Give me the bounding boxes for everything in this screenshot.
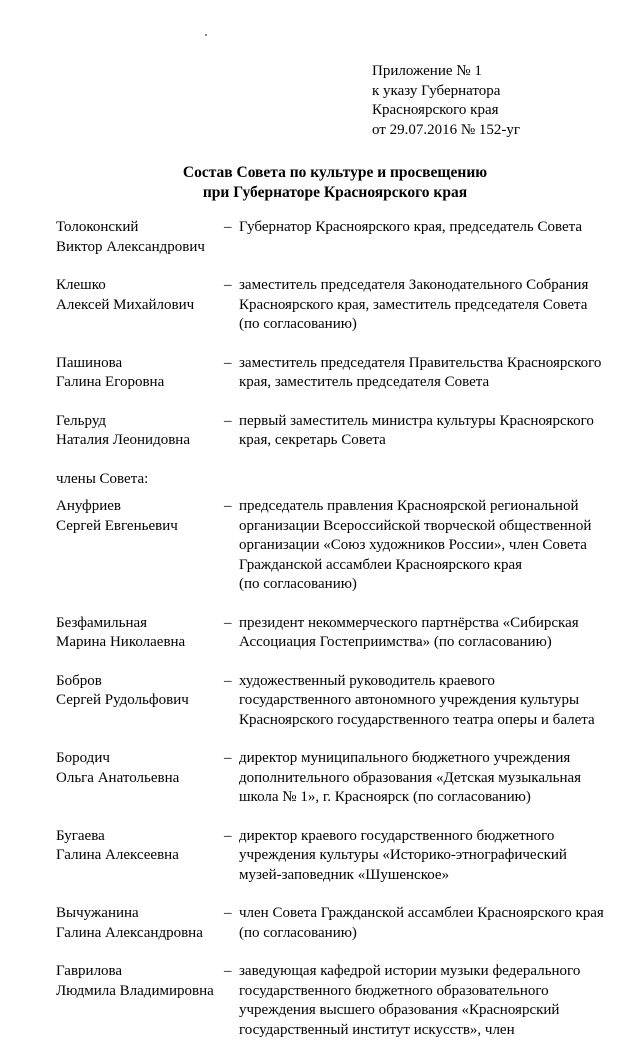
member-surname: Гельруд (56, 412, 107, 429)
member-surname: Безфамильная (56, 614, 148, 631)
role-line: член Совета Гражданской ассамблеи Красноярского края (239, 905, 604, 921)
member-row (56, 412, 616, 451)
member-surname: Пашинова (56, 354, 123, 371)
member-role (239, 497, 616, 595)
member-role (239, 412, 616, 451)
member-row (56, 497, 616, 595)
role-line: директор краевого государственного бюджетного (239, 827, 555, 844)
member-row (56, 749, 616, 808)
role-line: учреждения культуры «Историко-этнографический (239, 847, 567, 863)
member-row (56, 672, 616, 731)
role-line: организации Всероссийской творческой общественной (239, 517, 592, 534)
dash-separator: – (224, 498, 232, 514)
member-given-names: Виктор Александрович (56, 238, 205, 255)
role-line: музей-заповедник «Шушенское» (239, 866, 450, 883)
role-line: организации «Союз художников России», член Совета (239, 537, 587, 553)
role-line: (по согласованию) (239, 576, 357, 592)
member-row (56, 827, 616, 886)
member-given-names: Галина Алексеевна (56, 847, 179, 863)
member-given-names: Ольга Анатольевна (56, 769, 180, 786)
member-surname: Бородич (56, 750, 110, 766)
appendix-block (372, 62, 520, 140)
member-name (56, 218, 224, 257)
role-line: школа № 1», г. Красноярск (по согласованию) (239, 789, 531, 805)
member-given-names: Людмила Владимировна (56, 982, 214, 999)
member-row (56, 218, 616, 257)
title-line: Состав Совета по культуре и просвещению (182, 164, 488, 181)
member-row (56, 962, 616, 1040)
member-given-names: Сергей Евгеньевич (56, 517, 178, 534)
member-role (239, 749, 616, 808)
council-list (56, 218, 616, 1059)
member-name (56, 749, 224, 808)
dash-separator: – (224, 614, 232, 631)
member-role (239, 962, 616, 1040)
members-header: члены Совета: (56, 470, 149, 487)
role-line: дополнительного образования «Детская музыкальная (239, 769, 582, 786)
role-line: Губернатор Красноярского края, председатель Совета (239, 219, 583, 235)
role-line: (по согласованию) (239, 924, 357, 941)
member-name (56, 614, 224, 653)
dash-separator: – (224, 750, 232, 766)
role-line: учреждения высшего образования «Красноярский (239, 1002, 560, 1018)
role-line: Красноярского государственного театра оперы и балета (239, 711, 595, 728)
member-surname: Вычужанина (56, 905, 139, 921)
member-role (239, 354, 616, 393)
role-line: (по согласованию) (239, 316, 357, 332)
member-role (239, 218, 616, 257)
appendix-line: Приложение № 1 (372, 63, 482, 79)
member-given-names: Марина Николаевна (56, 634, 186, 650)
member-name (56, 497, 224, 595)
role-line: председатель правления Красноярской региональной (239, 498, 579, 514)
role-line: края, секретарь Совета (239, 432, 386, 448)
member-given-names: Сергей Рудольфович (56, 692, 189, 708)
dash-separator: – (224, 827, 232, 844)
appendix-line: к указу Губернатора (372, 82, 501, 99)
member-role (239, 614, 616, 653)
member-name (56, 354, 224, 393)
document-title (0, 163, 640, 202)
role-line: государственного автономного учреждения культуры (239, 692, 580, 708)
dash-separator: – (224, 219, 232, 235)
member-name (56, 904, 224, 943)
member-name (56, 827, 224, 886)
member-surname: Бугаева (56, 827, 105, 844)
member-surname: Ануфриев (56, 498, 121, 514)
member-role (239, 672, 616, 731)
dash-separator: – (224, 277, 232, 293)
appendix-line: от 29.07.2016 № 152-уг (372, 121, 521, 138)
role-line: государственного бюджетного образовательного (239, 982, 549, 999)
dash-separator: – (224, 672, 232, 689)
role-line: Красноярского края, заместитель председателя Совета (239, 296, 588, 313)
member-role (239, 276, 616, 335)
role-line: заместитель председателя Правительства Красноярского (239, 354, 602, 371)
dash-separator: – (224, 905, 232, 921)
scan-dot (205, 34, 207, 36)
member-name (56, 962, 224, 1040)
title-line: при Губернаторе Красноярского края (202, 183, 468, 201)
appendix-line: Красноярского края (372, 102, 499, 118)
member-surname: Клешко (56, 277, 106, 293)
role-line: Гражданской ассамблеи Красноярского края (239, 556, 523, 573)
dash-separator: – (224, 963, 232, 979)
role-line: государственный институт искусств», член (239, 1021, 515, 1038)
member-row (56, 276, 616, 335)
role-line: Ассоциация Гостеприимства» (по согласованию) (239, 634, 552, 650)
member-row (56, 614, 616, 653)
member-given-names: Галина Александровна (56, 924, 203, 941)
member-name (56, 672, 224, 731)
member-row (56, 904, 616, 943)
member-role (239, 827, 616, 886)
role-line: президент некоммерческого партнёрства «Сибирская (239, 614, 579, 631)
dash-separator: – (224, 412, 232, 429)
role-line: края, заместитель председателя Совета (239, 374, 490, 390)
role-line: директор муниципального бюджетного учреждения (239, 750, 571, 766)
role-line: художественный руководитель краевого (239, 672, 495, 689)
member-surname: Толоконский (56, 219, 139, 235)
member-surname: Гаврилова (56, 963, 123, 979)
member-given-names: Алексей Михайлович (56, 296, 195, 313)
member-given-names: Наталия Леонидовна (56, 432, 190, 448)
member-name (56, 276, 224, 335)
member-surname: Бобров (56, 672, 102, 689)
member-role (239, 904, 616, 943)
role-line: заведующая кафедрой истории музыки федерального (239, 963, 581, 979)
member-given-names: Галина Егоровна (56, 374, 165, 390)
member-row (56, 354, 616, 393)
member-name (56, 412, 224, 451)
role-line: первый заместитель министра культуры Красноярского (239, 412, 594, 429)
dash-separator: – (224, 354, 232, 371)
role-line: заместитель председателя Законодательного Собрания (239, 277, 589, 293)
